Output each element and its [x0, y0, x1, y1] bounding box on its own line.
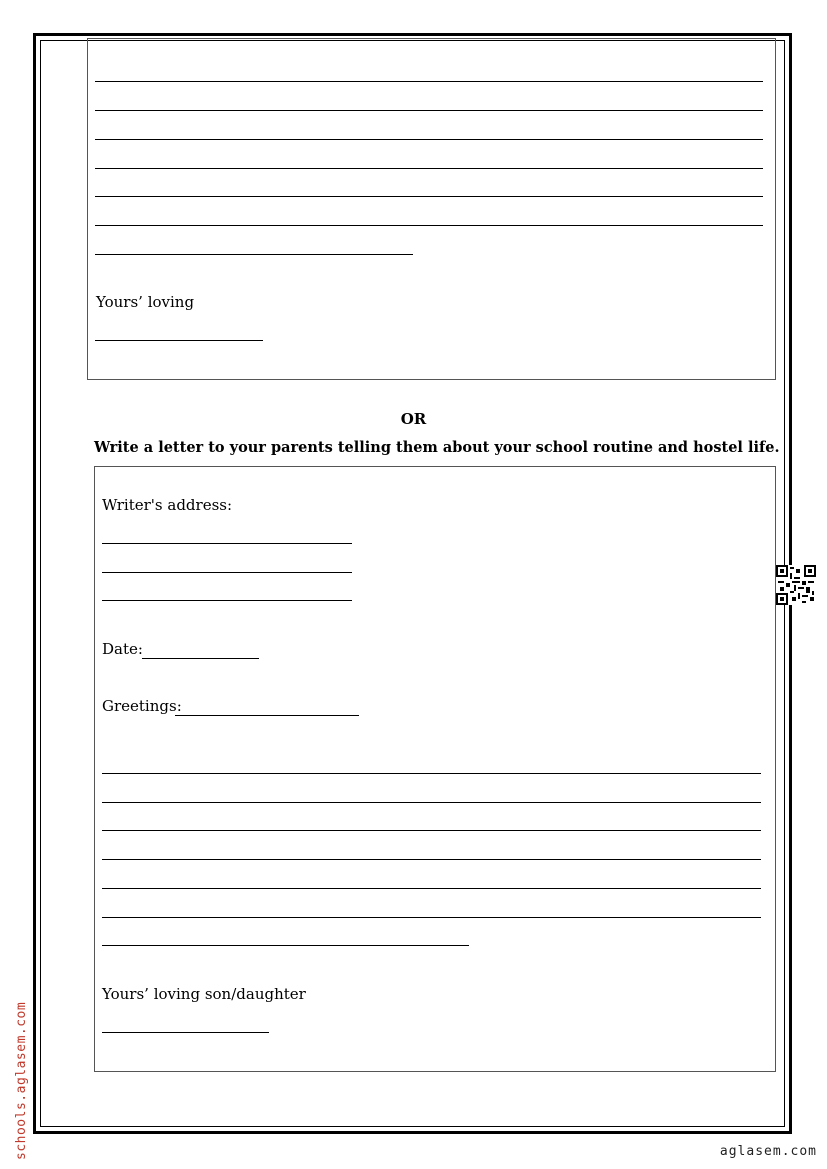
question-text: Write a letter to your parents telling them about your school routine and hostel life. [94, 439, 780, 456]
writing-line[interactable] [95, 196, 763, 197]
writing-line[interactable] [102, 945, 469, 946]
writing-line[interactable] [102, 888, 761, 889]
writing-line[interactable] [95, 81, 763, 82]
writing-line[interactable] [102, 830, 761, 831]
writing-line[interactable] [95, 225, 763, 226]
address-line[interactable] [102, 543, 352, 544]
signature-line[interactable] [102, 1032, 269, 1033]
closing-text: Yours’ loving [96, 293, 195, 311]
greetings-line[interactable] [175, 715, 359, 716]
letter-box-1 [87, 38, 776, 380]
address-line[interactable] [102, 572, 352, 573]
writing-line[interactable] [102, 917, 761, 918]
side-watermark[interactable]: schools.aglasem.com [14, 1001, 29, 1160]
writing-line[interactable] [95, 168, 763, 169]
writing-line[interactable] [102, 773, 761, 774]
greetings-label: Greetings: [102, 697, 182, 715]
writing-line[interactable] [95, 254, 413, 255]
or-separator: OR [400, 410, 427, 428]
signature-line[interactable] [95, 340, 263, 341]
address-label: Writer's address: [102, 496, 233, 514]
date-label: Date: [102, 640, 143, 658]
letter-box-2 [94, 466, 776, 1072]
address-line[interactable] [102, 600, 352, 601]
qr-code-icon [776, 565, 816, 605]
writing-line[interactable] [95, 110, 763, 111]
writing-line[interactable] [102, 802, 761, 803]
writing-line[interactable] [95, 139, 763, 140]
writing-line[interactable] [102, 859, 761, 860]
date-line[interactable] [142, 658, 259, 659]
bottom-watermark[interactable]: aglasem.com [719, 1144, 817, 1159]
closing-text: Yours’ loving son/daughter [102, 985, 306, 1003]
